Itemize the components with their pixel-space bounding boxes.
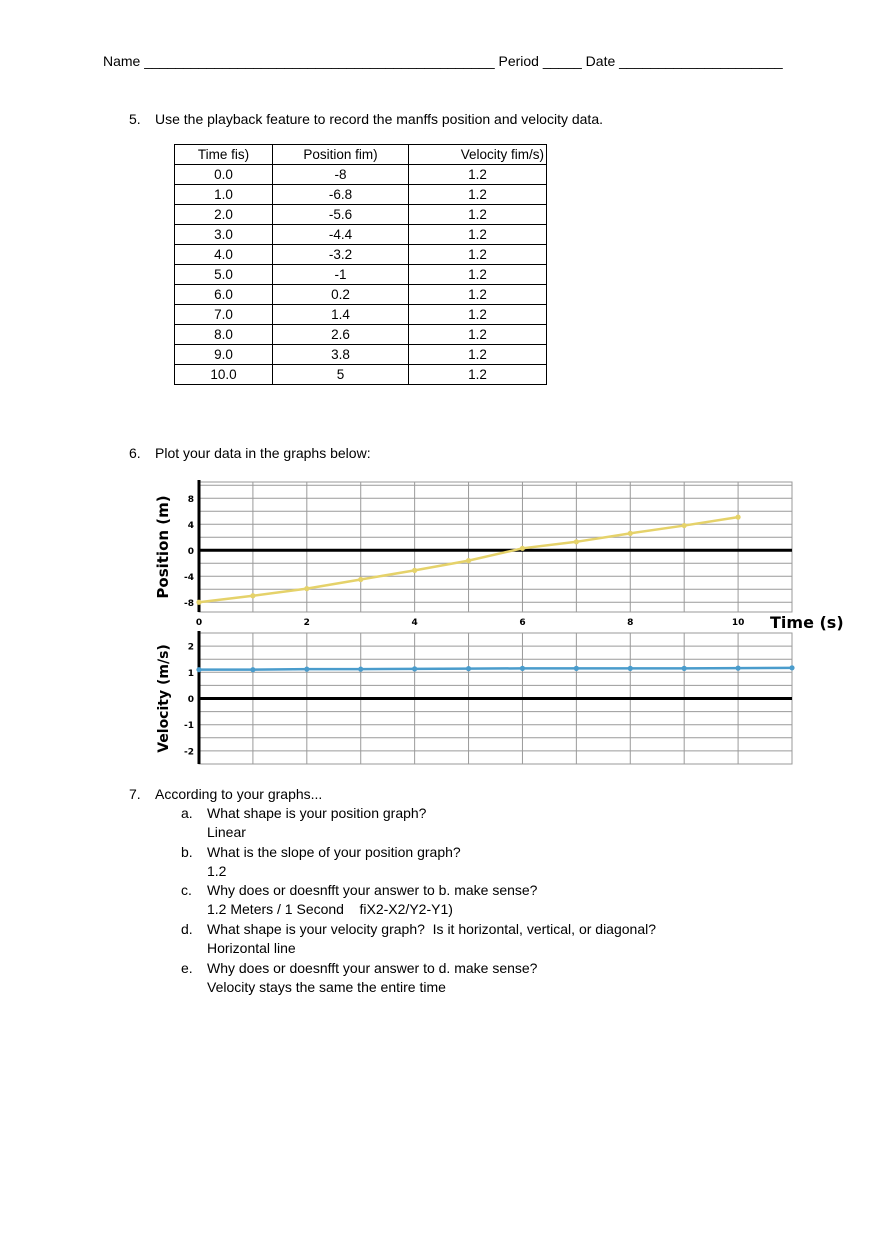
- x-tick-label: 2: [303, 618, 310, 628]
- question-7b-letter: b.: [181, 844, 193, 860]
- question-7a-letter: a.: [181, 805, 193, 821]
- data-point: [735, 515, 740, 520]
- y-tick-label: -2: [184, 747, 194, 758]
- table-cell: -1: [273, 265, 409, 285]
- table-header-time: Time fis): [175, 145, 273, 165]
- plot-area: [199, 482, 792, 612]
- table-cell: 4.0: [175, 245, 273, 265]
- table-cell: 1.2: [409, 165, 547, 185]
- x-tick-label: 0: [195, 618, 203, 628]
- table-cell: 1.2: [409, 205, 547, 225]
- data-point: [789, 665, 794, 670]
- answer-7c: 1.2 Meters / 1 Second fiX2-X2/Y2-Y1): [207, 901, 453, 917]
- position-chart: [154, 480, 844, 632]
- table-cell: 1.2: [409, 285, 547, 305]
- answer-7a: Linear: [207, 824, 246, 840]
- data-point: [520, 546, 525, 551]
- table-cell: 1.2: [409, 185, 547, 205]
- question-6-text: Plot your data in the graphs below:: [155, 445, 371, 461]
- question-5-text: Use the playback feature to record the manffs position and velocity data.: [155, 111, 603, 127]
- table-cell: 1.2: [409, 245, 547, 265]
- question-7a-text: What shape is your position graph?: [207, 805, 427, 821]
- table-cell: 1.2: [409, 305, 547, 325]
- data-point: [304, 667, 309, 672]
- y-axis-title: Velocity (m/s): [156, 644, 172, 753]
- question-7d-letter: d.: [181, 921, 193, 937]
- data-point: [682, 523, 687, 528]
- table-cell: 1.2: [409, 265, 547, 285]
- question-7c-letter: c.: [181, 882, 192, 898]
- data-point: [735, 666, 740, 671]
- answer-7e: Velocity stays the same the entire time: [207, 979, 446, 995]
- series-line: [199, 668, 792, 670]
- question-7b-text: What is the slope of your position graph?: [207, 844, 461, 860]
- data-point: [682, 666, 687, 671]
- table-cell: 1.2: [409, 345, 547, 365]
- y-tick-label: 0: [187, 546, 194, 557]
- question-7-text: According to your graphs...: [155, 786, 323, 802]
- question-6-number: 6.: [129, 445, 141, 461]
- answer-7d: Horizontal line: [207, 940, 296, 956]
- table-cell: 0.0: [175, 165, 273, 185]
- y-axis-title: Position (m): [154, 495, 172, 599]
- table-cell: 0.2: [273, 285, 409, 305]
- question-7c-text: Why does or doesnfft your answer to b. make sense?: [207, 882, 538, 898]
- table-cell: 10.0: [175, 365, 273, 385]
- data-point: [574, 539, 579, 544]
- y-tick-label: -4: [184, 572, 194, 583]
- y-tick-label: 1: [187, 668, 194, 679]
- y-tick-label: 8: [187, 494, 194, 505]
- data-point: [250, 667, 255, 672]
- data-point: [520, 666, 525, 671]
- y-tick-label: 4: [187, 520, 194, 531]
- question-7e-letter: e.: [181, 960, 193, 976]
- data-point: [574, 666, 579, 671]
- table-cell: 2.6: [273, 325, 409, 345]
- question-7-number: 7.: [129, 786, 141, 802]
- table-cell: 1.2: [409, 325, 547, 345]
- data-point: [358, 667, 363, 672]
- question-7d-text: What shape is your velocity graph? Is it horizontal, vertical, or diagonal?: [207, 921, 657, 937]
- data-point: [304, 586, 309, 591]
- table-cell: -5.6: [273, 205, 409, 225]
- table-cell: -3.2: [273, 245, 409, 265]
- data-point: [412, 666, 417, 671]
- data-point: [358, 577, 363, 582]
- y-tick-label: -1: [184, 721, 194, 732]
- table-cell: 1.2: [409, 365, 547, 385]
- x-axis-title: Time (s): [770, 613, 844, 632]
- table-cell: 3.0: [175, 225, 273, 245]
- data-point: [628, 666, 633, 671]
- x-tick-label: 6: [519, 618, 526, 628]
- table-cell: 8.0: [175, 325, 273, 345]
- table-cell: 1.0: [175, 185, 273, 205]
- table-header-velocity: Velocity fim/s): [409, 145, 547, 165]
- table-cell: 5: [273, 365, 409, 385]
- table-header-position: Position fim): [273, 145, 409, 165]
- table-cell: -6.8: [273, 185, 409, 205]
- data-point: [628, 531, 633, 536]
- x-tick-label: 10: [731, 618, 745, 628]
- y-tick-label: -8: [184, 598, 194, 609]
- table-cell: 7.0: [175, 305, 273, 325]
- table-cell: -8: [273, 165, 409, 185]
- y-tick-label: 0: [187, 695, 194, 705]
- velocity-chart: [156, 631, 795, 764]
- name-period-date-line: Name _____________________________________________ Period _____ Date _____________________: [103, 53, 783, 69]
- table-cell: 3.8: [273, 345, 409, 365]
- data-point: [466, 666, 471, 671]
- question-5-number: 5.: [129, 111, 141, 127]
- table-cell: 2.0: [175, 205, 273, 225]
- data-point: [466, 558, 471, 563]
- x-tick-label: 8: [627, 618, 634, 628]
- table-cell: 6.0: [175, 285, 273, 305]
- table-cell: 5.0: [175, 265, 273, 285]
- answer-7b: 1.2: [207, 863, 227, 879]
- table-cell: 1.2: [409, 225, 547, 245]
- table-cell: 1.4: [273, 305, 409, 325]
- y-tick-label: 2: [187, 642, 194, 653]
- table-cell: 9.0: [175, 345, 273, 365]
- data-point: [412, 568, 417, 573]
- data-point: [196, 600, 201, 605]
- x-tick-label: 4: [411, 618, 418, 628]
- table-cell: -4.4: [273, 225, 409, 245]
- question-7e-text: Why does or doesnfft your answer to d. make sense?: [207, 960, 538, 976]
- data-point: [250, 593, 255, 598]
- data-point: [196, 667, 201, 672]
